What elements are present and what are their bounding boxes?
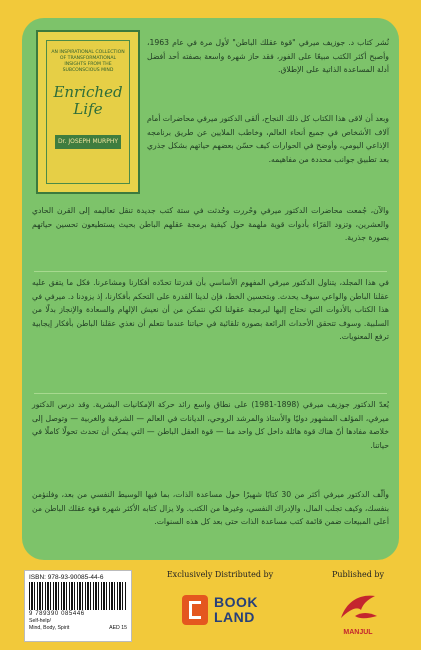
isbn-text: ISBN: 978-93-90085-44-6: [29, 574, 104, 581]
manjul-bird-icon: [335, 590, 381, 626]
paragraph-lectures: وبعد أن لاقى هذا الكتاب كل ذلك النجاح، ألقى الدكتور ميرفي محاضرات أمام آلاف الأشخاص في جميع أنحاء العالم، وخاطب الملايين عن طريق برنامجه الإذاعي اليومي، وأوضح في الحوارات كيف حسّن بعضهم حياتهم بشكل جذري بعد تطبيق جوانب محددة من مفاهيمه.: [147, 114, 389, 164]
bookland-logo: [182, 591, 272, 631]
publisher-label: Published by: [331, 570, 385, 579]
category-line1: Self-help/: [29, 618, 51, 624]
barcode-label: [24, 570, 132, 642]
back-cover-panel: [22, 18, 399, 560]
category-line2: Mind, Body, Spirit: [29, 625, 70, 631]
paragraph-volume: في هذا المجلد، يتناول الدكتور ميرفي المفهوم الأساسي بأن قدرتنا تحدّده أفكارنا ومشاعرنا. فكل ما يتفق عليه عقلنا الباطن والواعي سوف يحدث. وبتحسين الخط، فإن لدينا القدرة على التحكم بأفكارنا، إذ يزودنا د. ميرفي في هذا الكتاب بالأدوات التي نحتاج إليها لبرمجة عقولنا لكي نتمكن من أن نعيش الإلهام والسعادة والإنجاز بدلًا من السلبية. وسوف تتحقق الأحداث الرائعة بصورة تلقائية في حياتنا عندما نتعلم أن نغذي عقلنا الباطن بأفكار إيجابية ترفع المعنويات.: [32, 278, 389, 342]
bookland-logo-text: [214, 595, 258, 625]
paragraph-author-books: وألّف الدكتور ميرفي أكثر من 30 كتابًا شهيرًا حول مساعدة الذات، بما فيها الوسيط النفسي من بعد، وفلنؤمن بنفسك، وكيف تجلب المال، والإدراك النفسي، وغيرها من الكتب. ولا يزال كتابه الأكثر شهرة قوة عقلك الباطن من أعلى المبيعات ضمن قائمة كتب مساعدة الذات حتى بعد كل هذه السنوات.: [32, 490, 389, 527]
book-cover-title-line1: Enriched: [53, 83, 123, 101]
book-cover-title-line2: Life: [73, 100, 103, 118]
manjul-logo-text: MANJUL: [343, 629, 373, 636]
book-cover-kicker: AN INSPIRATIONAL COLLECTION OF TRANSFORMATIONAL INSIGHTS FROM THE SUBCONSCIOUS MIND: [51, 50, 125, 73]
paragraph-intro: نُشر كتاب د. جوزيف ميرفي "قوة عقلك الباطن" لأول مرة في عام 1963، وأصبح أكثر الكتب مبيعًا على الفور، فقد حاز شهرة واسعة بصفته أحد أفضل أدلة المساعدة الذاتية على الإطلاق.: [147, 38, 389, 75]
description-text: [32, 18, 389, 560]
bookland-logo-line2: LAND: [214, 609, 255, 625]
distributor-label: Exclusively Distributed by: [166, 570, 274, 579]
barcode-icon: [29, 582, 127, 610]
price-text: AED 15: [109, 625, 127, 631]
manjul-logo: [335, 590, 381, 636]
section-divider: [34, 271, 387, 272]
category-text: [25, 617, 131, 632]
paragraph-new-books: والآن، جُمعت محاضرات الدكتور ميرفي وحُررت وحُدثت في ستة كتب جديدة تنقل تعاليمه إلى القرن الحادي والعشرين، وتزود القرّاء بأدوات قوية ملهمة حول كيفية برمجة عقلهم الباطن بحيث يستطيعون تحسين حياتهم بصورة جذرية.: [32, 206, 389, 243]
section-divider: [34, 393, 387, 394]
bookland-logo-line1: BOOK: [214, 594, 258, 610]
barcode-digits: 9 789390 085446: [29, 611, 85, 617]
paragraph-author-bio: يُعدّ الدكتور جوزيف ميرفي (1898-1981) على نطاق واسع رائد حركة الإمكانيات البشرية. وقد درس الدكتور ميرفي، المؤلف المشهور دوليًا والأستاذ والمرشد الروحي، الديانات في العالم — الشرقية والغربية — وتوصل إلى خلاصة مفادها أنّ هناك قوة هائلة داخل كل واحد منا — قوة العقل الباطن — التي يمكن أن تحدث تحولًا كاملًا في حياتنا.: [32, 400, 389, 450]
book-cover-author: Dr. JOSEPH MURPHY: [55, 135, 121, 149]
bookland-logo-icon: [182, 595, 208, 625]
